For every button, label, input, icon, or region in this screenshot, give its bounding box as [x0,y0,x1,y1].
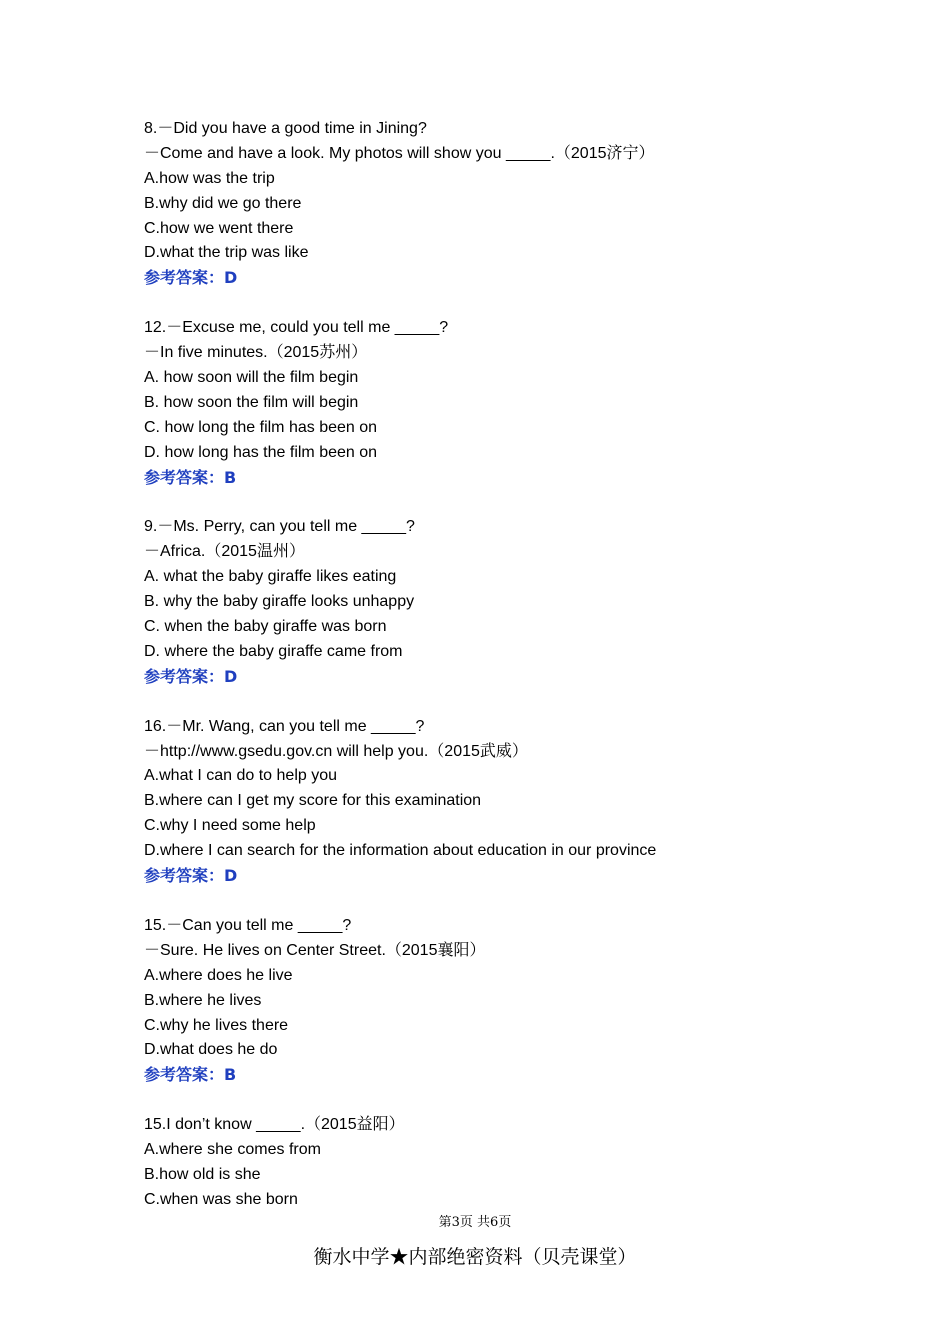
question-reply: －In five minutes.（2015苏州） [144,344,368,362]
reference-answer [144,266,904,291]
answer-label: 参考答案： [144,666,225,686]
question-reply: －Africa.（2015温州） [144,543,305,561]
option-d: D.what the trip was like [144,244,309,262]
option-d: D.where I can search for the information about education in our province [144,842,657,860]
option-a: A. what the baby giraffe likes eating [144,568,397,586]
reference-answer [144,1063,904,1088]
question-stem: 16.－Mr. Wang, can you tell me _____? [144,717,425,735]
answer-label: 参考答案： [144,467,225,487]
question-stem: 15.－Can you tell me _____? [144,916,352,934]
option-c: C. when the baby giraffe was born [144,618,387,636]
reference-answer [144,665,904,690]
question-stem: 12.－Excuse me, could you tell me _____? [144,319,449,337]
option-b: B.where he lives [144,991,262,1009]
option-d: D.what does he do [144,1041,278,1059]
option-b: B.how old is she [144,1165,261,1183]
question-16 [144,715,904,889]
option-a: A.where does he live [144,966,293,984]
question-reply: －Sure. He lives on Center Street.（2015襄阳） [144,941,486,959]
answer-label: 参考答案： [144,866,225,886]
question-stem: 9.－Ms. Perry, can you tell me _____? [144,518,415,536]
option-a: A.how was the trip [144,169,275,187]
question-reply: －http://www.gsedu.gov.cn will help you.（2015武威） [144,742,528,760]
page-number: 第3页 共6页 [438,1215,512,1230]
question-stem: 15.I don’t know _____.（2015益阳） [144,1116,405,1134]
question-reply: －Come and have a look. My photos will show you _____.（2015济宁） [144,144,655,162]
document-source: 衡水中学★内部绝密资料（贝壳课堂） [313,1246,637,1268]
option-d: D. where the baby giraffe came from [144,642,403,660]
option-c: C. how long the film has been on [144,418,378,436]
question-15 [144,914,904,1088]
question-9 [144,515,904,689]
question-list [144,117,904,1238]
option-b: B. why the baby giraffe looks unhappy [144,593,415,611]
answer-value: B [224,1065,237,1085]
answer-value: D [224,866,238,886]
answer-value: B [224,467,237,487]
question-12 [144,316,904,490]
reference-answer [144,864,904,889]
option-b: B.where can I get my score for this examination [144,792,482,810]
option-a: A.what I can do to help you [144,767,338,785]
option-c: C.how we went there [144,219,294,237]
question-15b [144,1113,904,1213]
option-d: D. how long has the film been on [144,443,378,461]
question-stem: 8.－Did you have a good time in Jining? [144,120,427,137]
option-a: A.where she comes from [144,1141,321,1159]
answer-label: 参考答案： [144,268,225,288]
option-c: C.when was she born [144,1190,298,1208]
option-c: C.why I need some help [144,817,316,835]
answer-label: 参考答案： [144,1065,225,1085]
reference-answer [144,466,904,491]
option-c: C.why he lives there [144,1016,289,1034]
answer-value: D [224,268,238,288]
option-a: A. how soon will the film begin [144,369,359,387]
option-b: B. how soon the film will begin [144,393,359,411]
answer-value: D [224,666,238,686]
option-b: B.why did we go there [144,194,302,212]
question-8 [144,117,904,291]
